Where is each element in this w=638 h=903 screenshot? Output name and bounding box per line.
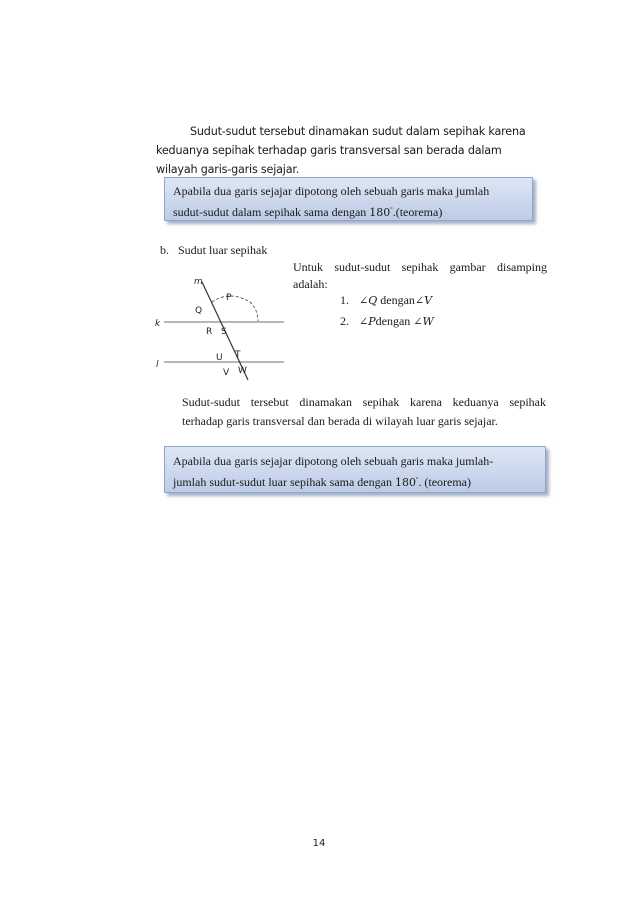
theorem-line [173, 471, 535, 492]
theorem-suffix: .(teorema) [392, 205, 443, 219]
list-number: 1. [340, 293, 349, 307]
theorem-box-inner-angles [164, 177, 533, 221]
conclusion-paragraph [182, 393, 546, 431]
theorem-value: 180 [394, 476, 416, 489]
label-P: P [226, 293, 232, 303]
label-S: S [221, 327, 227, 337]
angle-label: ∠𝑄 [359, 294, 378, 307]
list-item [340, 290, 434, 311]
paragraph-line: terhadap garis transversal dan berada di wilayah luar garis sejajar. [182, 414, 498, 428]
angle-pair-list [340, 290, 434, 332]
label-T: T [235, 350, 241, 360]
label-m: m [194, 277, 203, 287]
label-W: W [238, 366, 247, 376]
section-title: Sudut luar sepihak [178, 243, 268, 257]
connector: dengan [375, 314, 411, 328]
label-U: U [216, 353, 223, 363]
section-heading [160, 243, 267, 258]
degree-symbol: ° [415, 477, 419, 483]
list-number: 2. [340, 314, 349, 328]
degree-symbol: ° [390, 207, 393, 213]
theorem-suffix: . (teorema) [418, 475, 471, 489]
list-item [340, 311, 434, 332]
theorem-line: Apabila dua garis sejajar dipotong oleh sebuah garis maka jumlah [173, 184, 490, 198]
intro-paragraph [156, 122, 546, 179]
label-V: V [223, 368, 230, 378]
theorem-box-outer-angles [164, 446, 546, 493]
theorem-text: jumlah sudut-sudut luar sepihak sama dengan [173, 475, 392, 489]
angle-label: ∠𝑉 [414, 294, 433, 307]
paragraph-line: Sudut-sudut tersebut dinamakan sepihak karena keduanya sepihak [182, 395, 546, 409]
angle-label: ∠𝑊 [413, 315, 434, 328]
label-l: l [156, 360, 159, 370]
label-R: R [206, 327, 213, 337]
theorem-value: 180 [369, 206, 391, 219]
paragraph-line: wilayah garis-garis sejajar. [156, 163, 300, 176]
theorem-line: Apabila dua garis sejajar dipotong oleh sebuah garis maka jumlah- [173, 454, 494, 468]
theorem-line [173, 201, 522, 222]
theorem-text: sudut-sudut dalam sepihak sama dengan [173, 205, 367, 219]
angle-label: ∠𝑃 [359, 315, 376, 328]
paragraph-line: Sudut-sudut tersebut dinamakan sudut dalam sepihak karena [190, 125, 526, 138]
intro-line: adalah: [293, 277, 328, 291]
label-k: k [155, 319, 161, 329]
intro-line: Untuk sudut-sudut sepihak gambar disamping [293, 260, 547, 274]
page-number: 14 [312, 838, 326, 849]
parallel-lines-figure [150, 272, 290, 384]
paragraph-line: keduanya sepihak terhadap garis transversal san berada dalam [156, 144, 502, 157]
connector: dengan [380, 293, 415, 307]
label-Q: Q [195, 306, 203, 316]
section-label: b. [160, 243, 169, 257]
